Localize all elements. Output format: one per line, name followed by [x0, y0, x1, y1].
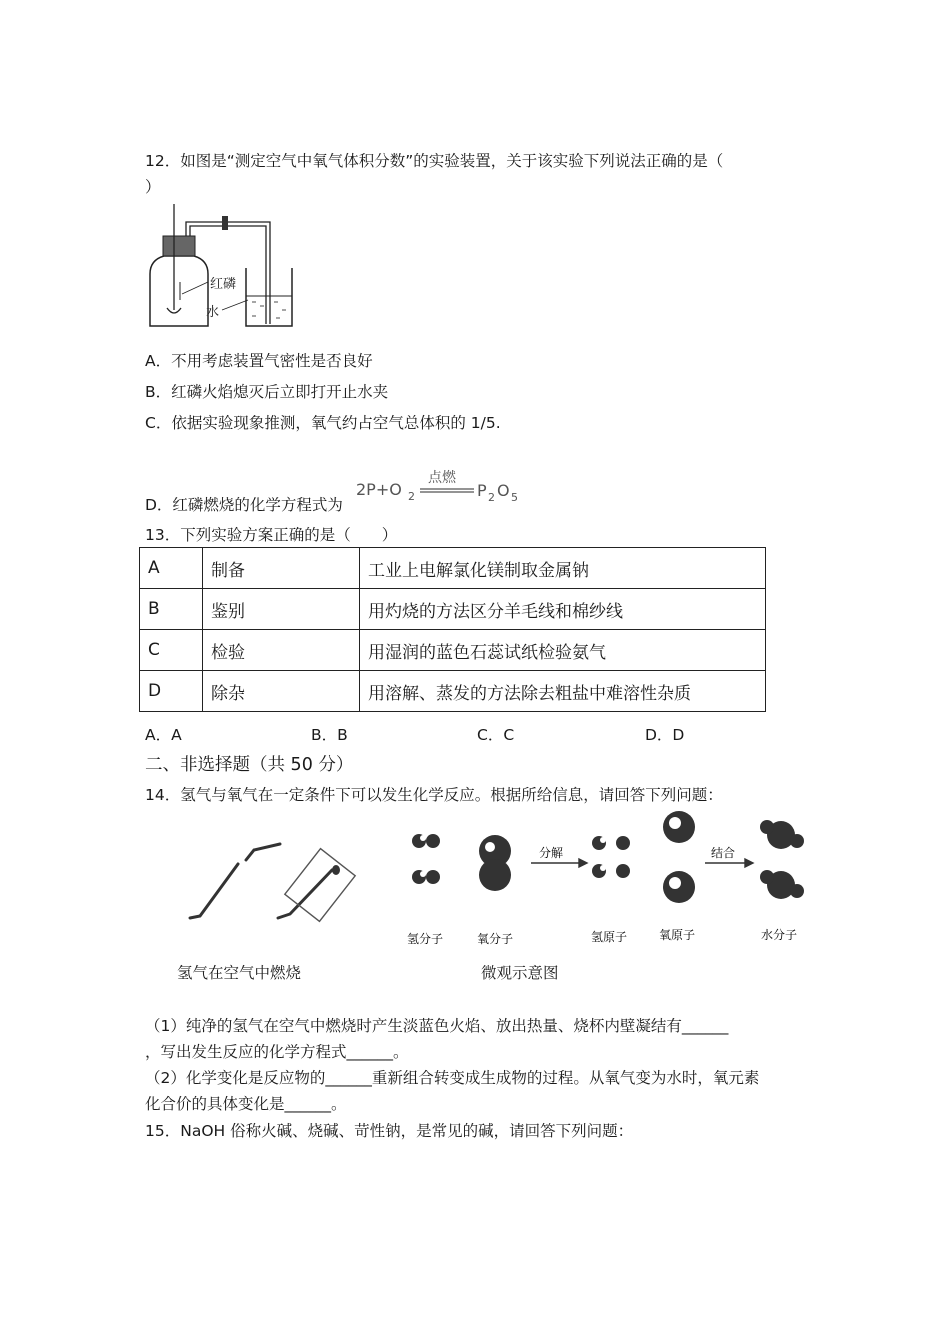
water-molecule-caption: 水分子 [761, 928, 798, 942]
phosphorus-equation [356, 468, 536, 508]
q14-part2-line2: 化合价的具体变化是______。 [145, 1095, 347, 1113]
table-cell: 检验 [203, 630, 360, 671]
equation-left: 2P+O [356, 480, 402, 499]
water-label: 水 [206, 305, 220, 320]
q13-table [139, 547, 766, 712]
table-row [140, 630, 766, 671]
equation-right-o: O [497, 481, 510, 500]
table-row [140, 671, 766, 712]
q15-stem: 15．NaOH 俗称火碱、烧碱、苛性钠，是常见的碱，请回答下列问题： [145, 1122, 634, 1140]
q13-stem: 13．下列实验方案正确的是（ ） [145, 526, 398, 544]
table-cell: 鉴别 [203, 589, 360, 630]
q12-stem-line2: ） [145, 178, 161, 196]
o2-molecule-caption: 氧分子 [477, 932, 514, 946]
equation-right-p: P [477, 481, 487, 500]
decompose-label: 分解 [539, 846, 564, 860]
table-cell: 用灼烧的方法区分羊毛线和棉纱线 [360, 589, 766, 630]
o-atom-caption: 氧原子 [659, 928, 696, 942]
q13-choice-d: D．D [645, 726, 685, 744]
q14-part2-line1: （2）化学变化是反应物的______重新组合转变成生成物的过程。从氧气变为水时，氧元素 [145, 1069, 760, 1087]
q12-option-a: A．不用考虑装置气密性是否良好 [145, 352, 373, 370]
q14-part1-line2: ，写出发生反应的化学方程式______。 [145, 1043, 409, 1061]
h-atom-caption: 氢原子 [591, 930, 628, 944]
table-cell: C [140, 630, 203, 671]
q12-option-b: B．红磷火焰熄灭后立即打开止水夹 [145, 383, 389, 401]
hydrogen-combustion-figure [180, 830, 360, 930]
q12-option-d: D．红磷燃烧的化学方程式为 [145, 496, 343, 514]
q14-stem: 14．氢气与氧气在一定条件下可以发生化学反应。根据所给信息，请回答下列问题： [145, 786, 723, 804]
table-cell: 制备 [203, 548, 360, 589]
q13-choice-b: B．B [311, 726, 348, 744]
equation-condition: 点燃 [428, 470, 456, 486]
q13-choice-a: A．A [145, 726, 182, 744]
table-cell: B [140, 589, 203, 630]
phosphorus-label: 红磷 [210, 277, 237, 292]
apparatus-figure [146, 200, 294, 332]
q13-choice-c: C．C [477, 726, 515, 744]
table-cell: A [140, 548, 203, 589]
q12-option-c: C．依据实验现象推测，氧气约占空气总体积的 1/5. [145, 414, 501, 432]
table-row [140, 589, 766, 630]
caption-hydrogen-burning: 氢气在空气中燃烧 [177, 964, 302, 982]
equation-right-o-sub: 5 [511, 491, 518, 504]
table-cell: D [140, 671, 203, 712]
equation-left-sub: 2 [408, 490, 415, 503]
h2-molecule-caption: 氢分子 [407, 932, 444, 946]
q14-part1-line1: （1）纯净的氢气在空气中燃烧时产生淡蓝色火焰、放出热量、烧杯内壁凝结有______ [145, 1017, 729, 1035]
table-cell: 用湿润的蓝色石蕊试纸检验氨气 [360, 630, 766, 671]
equation-right-p-sub: 2 [488, 491, 495, 504]
table-cell: 工业上电解氯化镁制取金属钠 [360, 548, 766, 589]
micro-schematic-figure [395, 805, 815, 955]
table-row [140, 548, 766, 589]
table-cell: 用溶解、蒸发的方法除去粗盐中难溶性杂质 [360, 671, 766, 712]
caption-micro-schematic: 微观示意图 [481, 964, 559, 982]
q12-stem-line1: 12．如图是“测定空气中氧气体积分数”的实验装置，关于该实验下列说法正确的是（ [145, 152, 724, 170]
section-heading: 二、非选择题（共 50 分） [145, 755, 354, 775]
table-cell: 除杂 [203, 671, 360, 712]
combine-label: 结合 [711, 846, 736, 860]
